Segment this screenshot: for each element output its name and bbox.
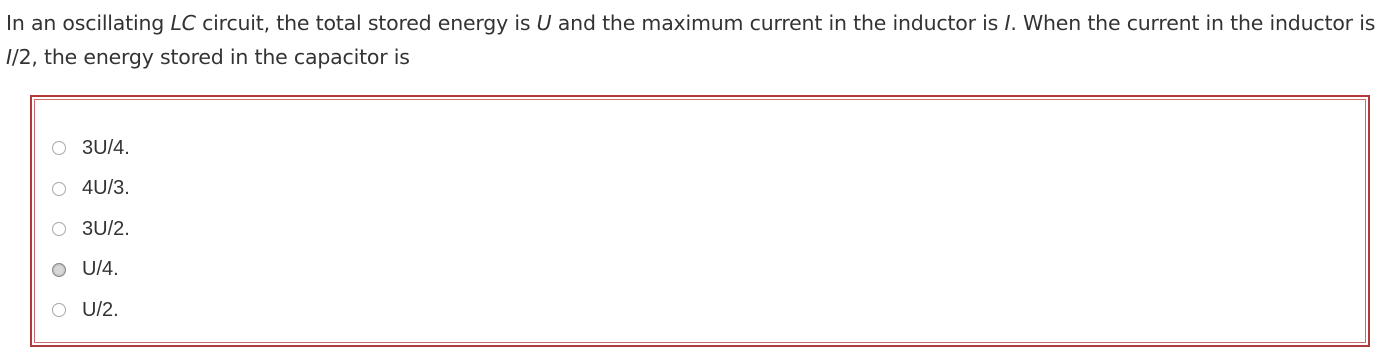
- radio-button[interactable]: [52, 182, 66, 196]
- radio-button[interactable]: [52, 141, 66, 155]
- answer-option-3[interactable]: [52, 209, 130, 250]
- question-part-5: /2, the energy stored in the capacitor is: [11, 45, 410, 69]
- question-i: I: [6, 45, 12, 69]
- answer-option-label: U/2.: [82, 298, 119, 321]
- answer-option-4[interactable]: [52, 250, 130, 291]
- radio-button[interactable]: [52, 303, 66, 317]
- question-part-3: and the maximum current in the inductor is: [551, 11, 1005, 35]
- answer-options-list: [52, 128, 130, 331]
- question-part-4: . When the current in the inductor is: [1010, 11, 1376, 35]
- question-text: [6, 6, 1378, 74]
- answer-option-label: 3U/2.: [82, 217, 130, 240]
- answer-option-5[interactable]: [52, 290, 130, 331]
- answer-options-box: [30, 95, 1370, 347]
- answer-option-2[interactable]: [52, 169, 130, 210]
- question-i-max: I: [1004, 11, 1011, 35]
- answer-option-label: 3U/4.: [82, 136, 130, 159]
- radio-button[interactable]: [52, 263, 66, 277]
- question-lc: LC: [170, 11, 196, 35]
- answer-option-label: U/4.: [82, 258, 119, 281]
- question-part-2: circuit, the total stored energy is: [195, 11, 537, 35]
- answer-option-1[interactable]: [52, 128, 130, 169]
- radio-button[interactable]: [52, 222, 66, 236]
- question-u: U: [536, 11, 552, 35]
- question-part-1: In an oscillating: [6, 11, 171, 35]
- answer-option-label: 4U/3.: [82, 177, 130, 200]
